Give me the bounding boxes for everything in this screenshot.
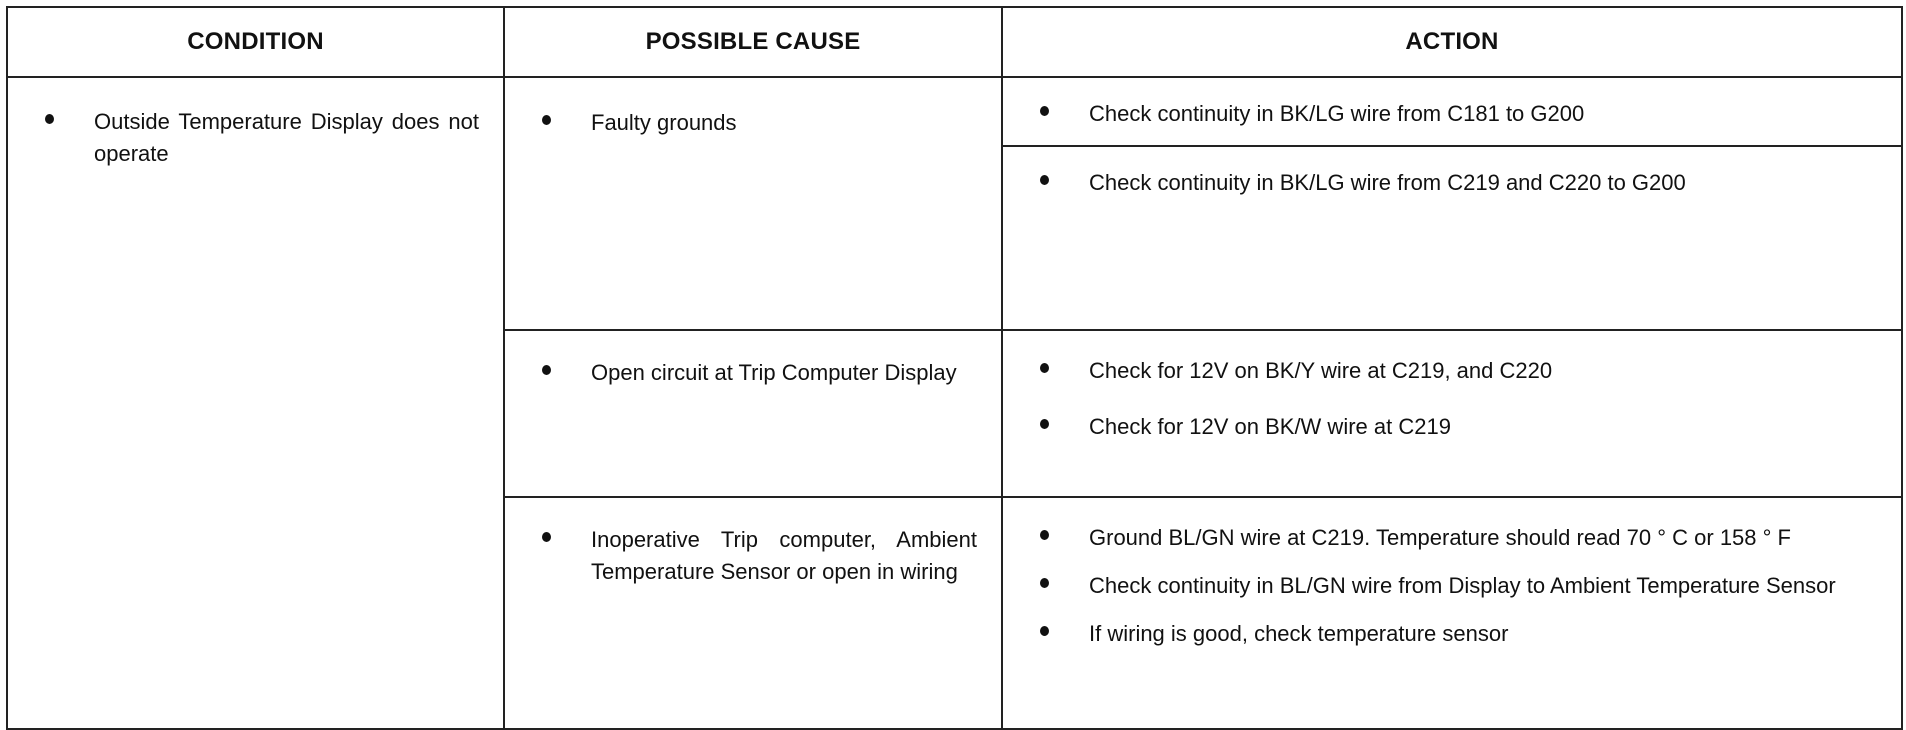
diagnostic-table [6, 6, 1903, 730]
cause-cell [504, 77, 1002, 330]
action-text: Check continuity in BL/GN wire from Display to Ambient Temperature Sensor [1089, 573, 1836, 598]
cause-text: Inoperative Trip computer, Ambient Temperature Sensor or open in wiring [591, 527, 977, 584]
header-condition: CONDITION [7, 7, 504, 77]
bullet-icon [1040, 175, 1049, 185]
action-cell [1002, 330, 1902, 497]
cause-cell [504, 330, 1002, 497]
bullet-icon [542, 365, 551, 375]
condition-text: Outside Temperature Display does not operate [94, 109, 479, 166]
bullet-icon [1040, 419, 1049, 429]
list-item [1003, 167, 1901, 199]
list-item [1003, 570, 1881, 602]
list-item [1003, 98, 1901, 130]
list-item [8, 106, 503, 170]
action-text: Check for 12V on BK/Y wire at C219, and C220 [1089, 358, 1553, 383]
action-cell [1002, 497, 1902, 729]
action-subrow [1003, 78, 1901, 147]
cause-cell [504, 497, 1002, 729]
action-text: If wiring is good, check temperature sensor [1089, 621, 1509, 646]
action-list [1003, 498, 1901, 650]
list-item [505, 107, 1001, 139]
header-possible-cause: POSSIBLE CAUSE [504, 7, 1002, 77]
header-action: ACTION [1002, 7, 1902, 77]
list-item [505, 524, 1001, 588]
list-item [1003, 411, 1881, 443]
list-item [1003, 618, 1881, 650]
action-text: Check continuity in BK/LG wire from C219 and C220 to G200 [1089, 170, 1686, 195]
table-row [7, 77, 1902, 330]
action-text: Check continuity in BK/LG wire from C181 to G200 [1089, 101, 1585, 126]
action-cell [1002, 77, 1902, 330]
bullet-icon [542, 532, 551, 542]
bullet-icon [1040, 363, 1049, 373]
action-list [1003, 331, 1901, 443]
header-row [7, 7, 1902, 77]
bullet-icon [542, 115, 551, 125]
action-text: Ground BL/GN wire at C219. Temperature should read 70 ° C or 158 ° F [1089, 525, 1791, 550]
condition-cell [7, 77, 504, 729]
action-subrow [1003, 147, 1901, 216]
list-item [1003, 355, 1881, 387]
bullet-icon [1040, 626, 1049, 636]
cause-text: Faulty grounds [591, 110, 737, 135]
bullet-icon [45, 114, 54, 124]
bullet-icon [1040, 106, 1049, 116]
action-text: Check for 12V on BK/W wire at C219 [1089, 414, 1451, 439]
cause-text: Open circuit at Trip Computer Display [591, 360, 957, 385]
bullet-icon [1040, 530, 1049, 540]
list-item [505, 357, 1001, 389]
list-item [1003, 522, 1881, 554]
bullet-icon [1040, 578, 1049, 588]
